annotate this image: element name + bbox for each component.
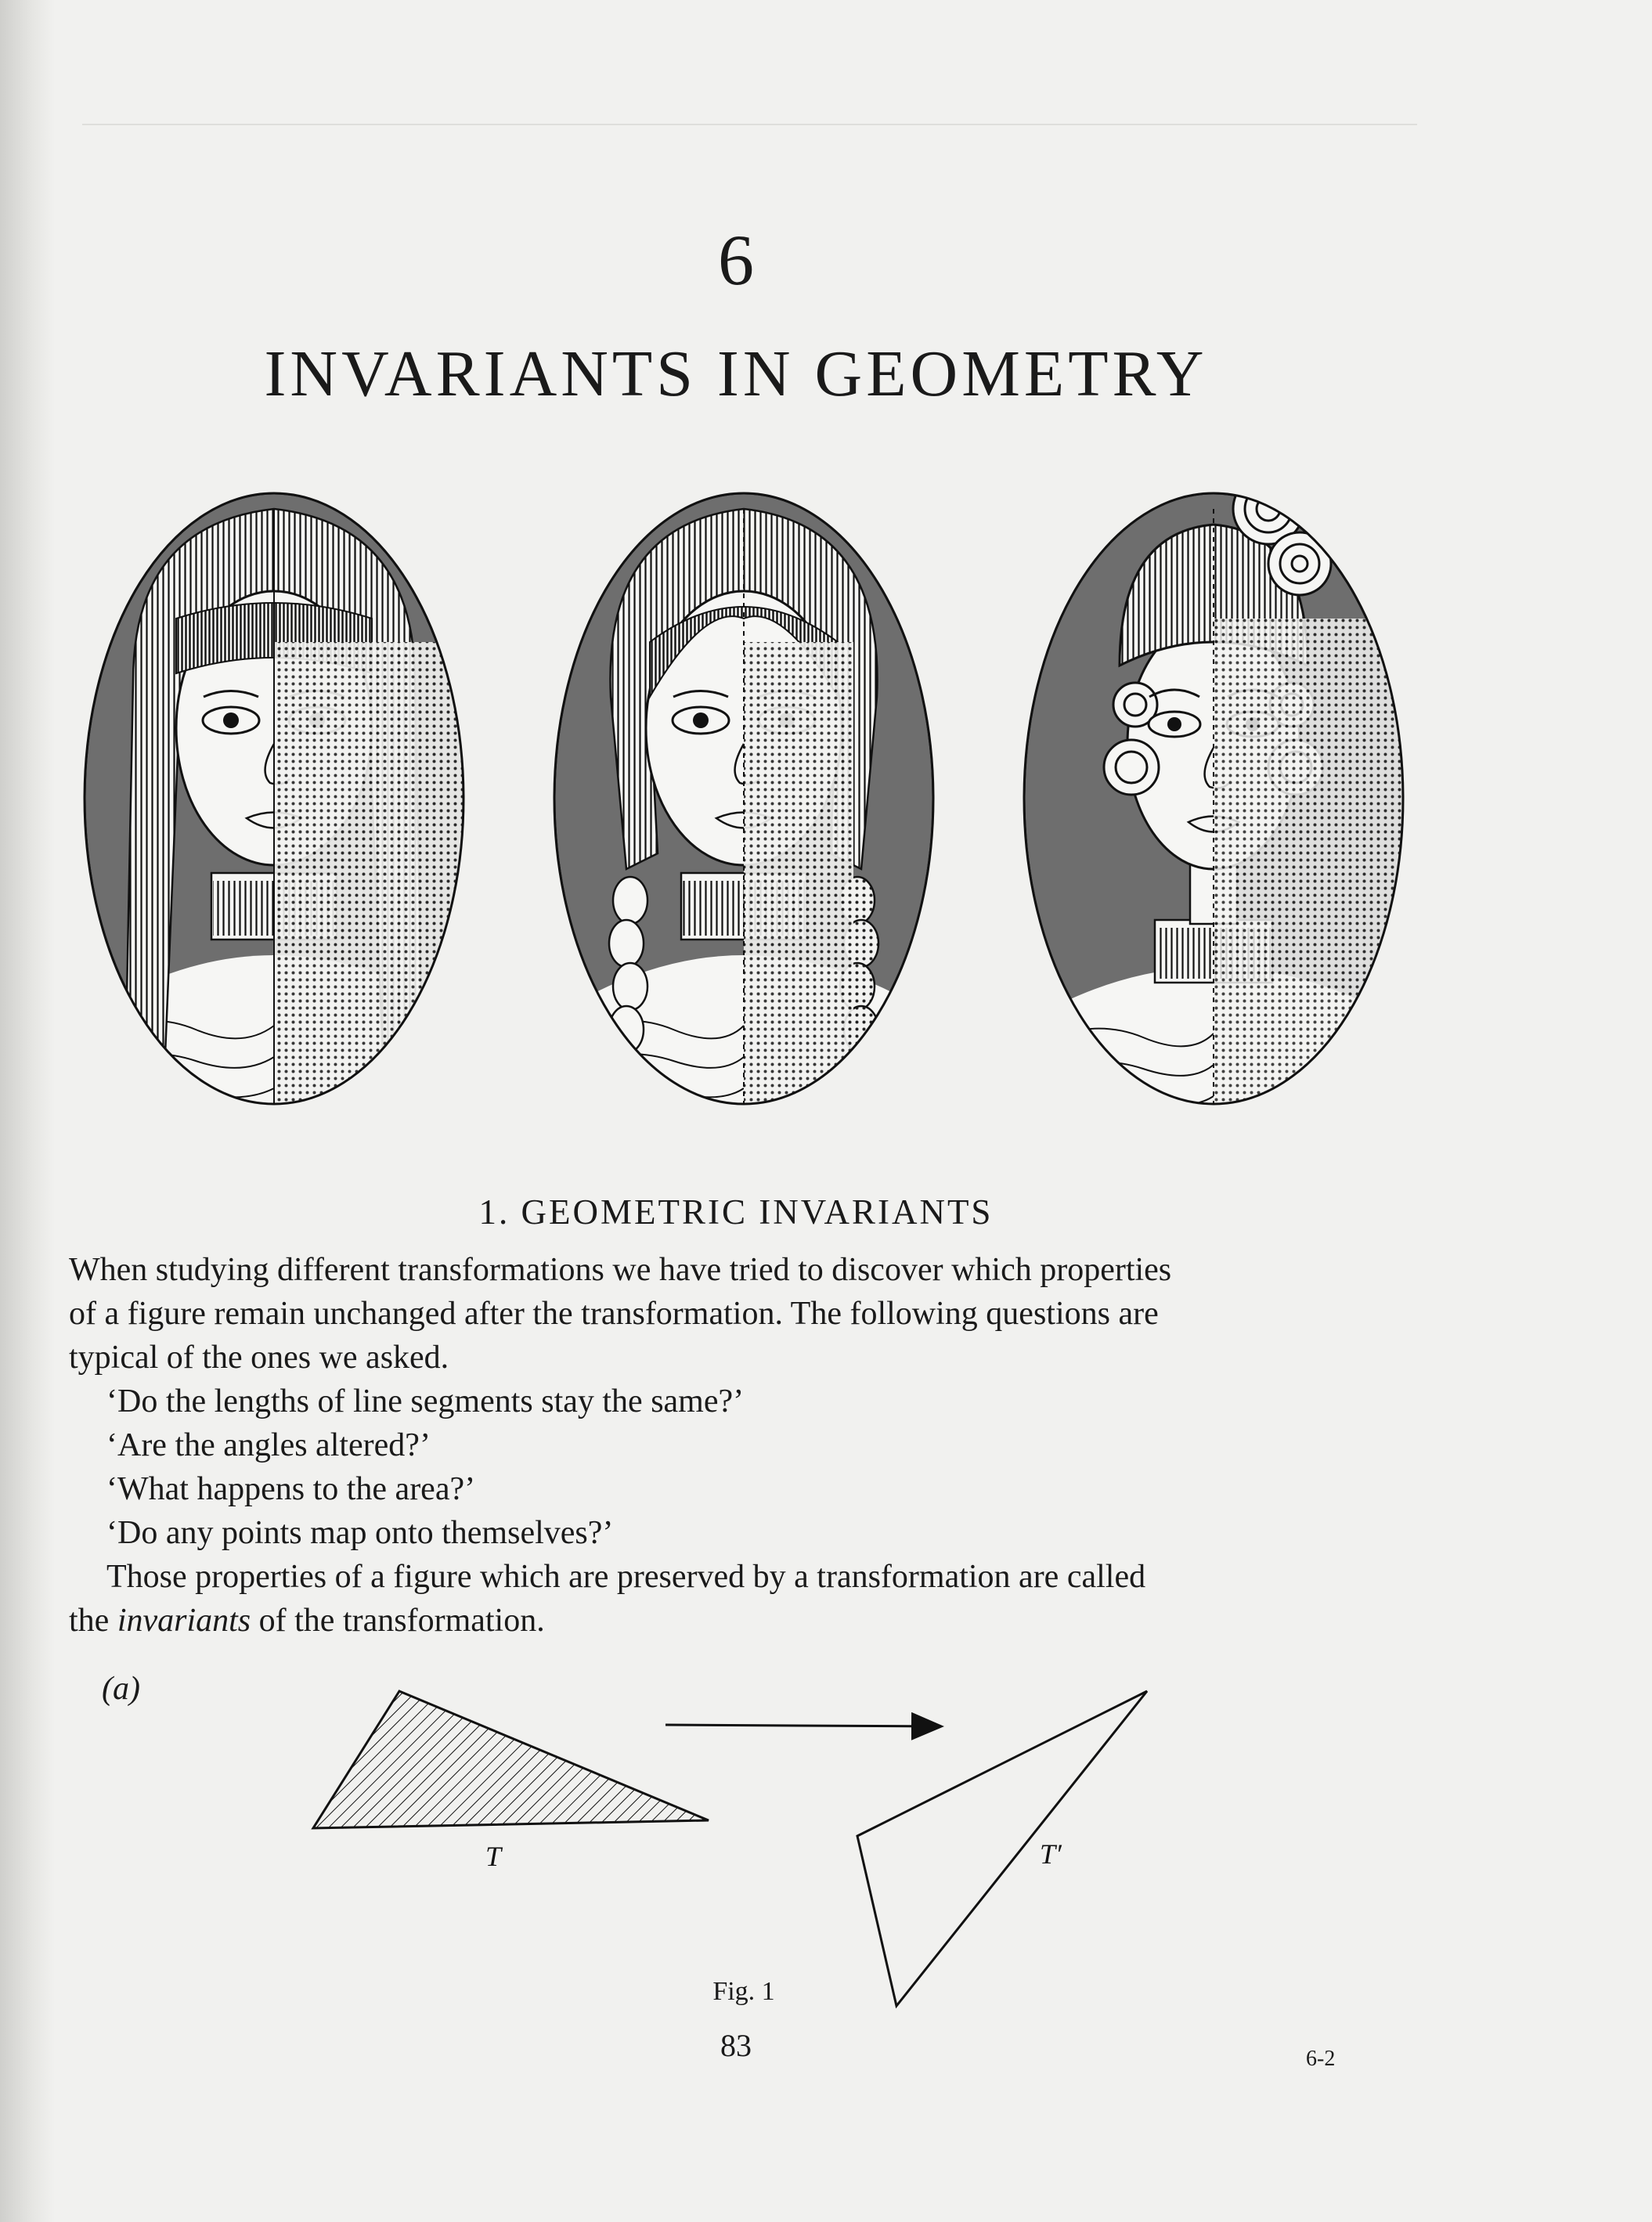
question-line: ‘Do any points map onto themselves?’ <box>106 1515 614 1551</box>
section-heading: 1. GEOMETRIC INVARIANTS <box>478 1192 994 1232</box>
question-line: ‘Do the lengths of line segments stay the same?’ <box>106 1383 745 1419</box>
body-line: When studying different transformations we have tried to discover which properties <box>69 1252 1172 1288</box>
term-invariants: invariants <box>117 1603 251 1639</box>
three-faces-illustration <box>78 462 1409 1143</box>
question-line: ‘What happens to the area?’ <box>106 1471 476 1507</box>
braid-left <box>609 877 647 1095</box>
body-line: Those properties of a figure which are preserved by a transformation are called <box>106 1559 1146 1595</box>
chapter-title: INVARIANTS IN GEOMETRY <box>264 337 1208 410</box>
label-t: T <box>485 1841 502 1872</box>
triangle-t-prime <box>857 1691 1147 2006</box>
body-line: typical of the ones we asked. <box>69 1340 449 1376</box>
page-number: 83 <box>720 2028 752 2063</box>
figure-part-label: (a) <box>102 1671 140 1707</box>
face-braided-hair <box>554 493 933 1143</box>
question-line: ‘Are the angles altered?’ <box>106 1427 431 1463</box>
page-code: 6-2 <box>1306 2047 1336 2071</box>
body-line-invariants: the invariants of the transformation. <box>69 1603 545 1639</box>
triangle-t <box>313 1691 709 1828</box>
figure-caption: Fig. 1 <box>712 1977 775 2006</box>
binding-shadow <box>0 0 55 2222</box>
bleed-through-rule <box>82 124 1417 125</box>
body-line: of a figure remain unchanged after the transformation. The following questions are <box>69 1296 1159 1332</box>
label-t-prime: T′ <box>1040 1838 1062 1870</box>
section-body <box>69 1248 1400 1643</box>
chapter-number: 6 <box>718 220 754 300</box>
face-curled-hair <box>1024 474 1409 1143</box>
transformation-arrow <box>665 1725 940 1726</box>
